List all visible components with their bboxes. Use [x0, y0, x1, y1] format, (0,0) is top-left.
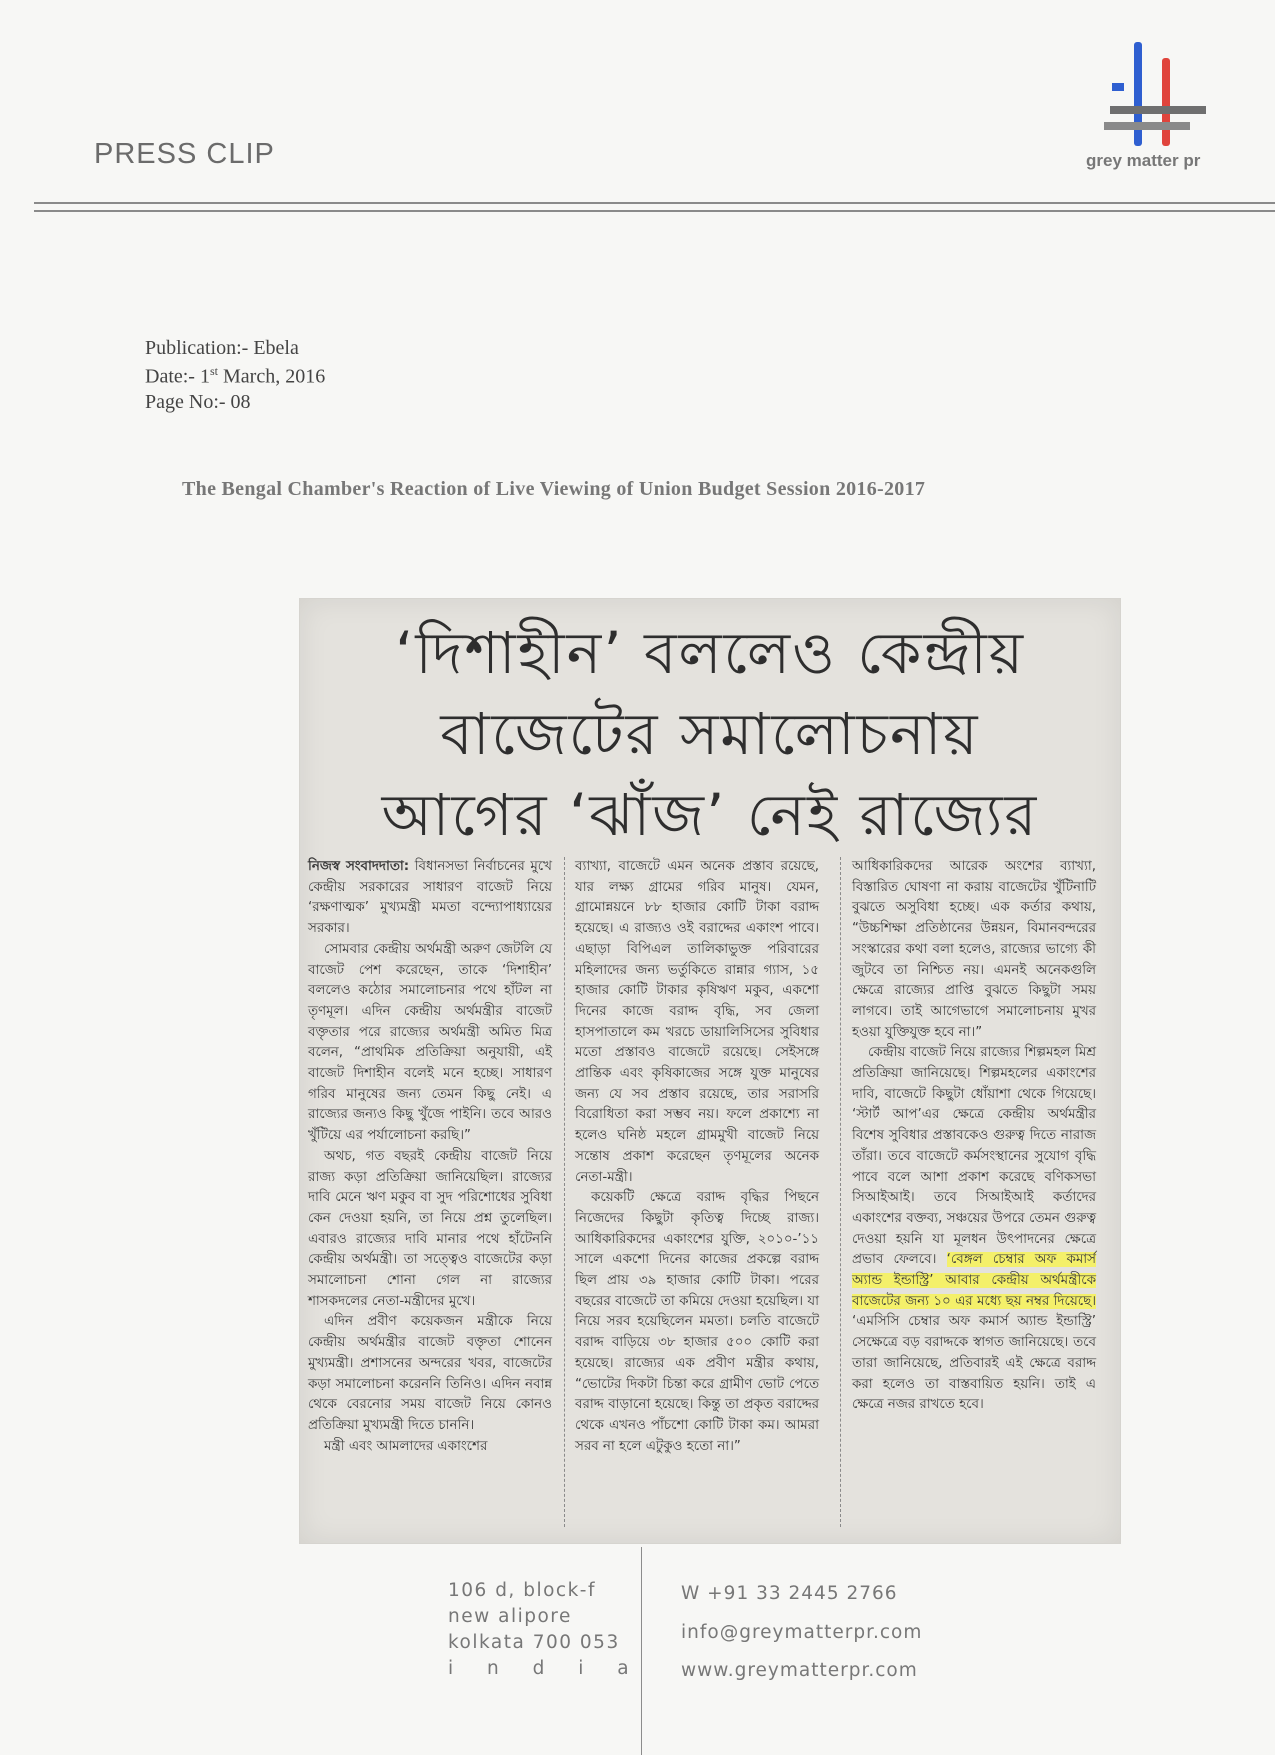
paragraph: কেন্দ্রীয় বাজেট নিয়ে রাজ্যের শিল্পমহল মিশ্র প্রতিক্রিয়া জানিয়েছে। শিল্পমহলের একাংশের দাবি, বাজেটে কিছুটা ধোঁয়াশা থেকে গিয়েছে। ‘স্টার্ট আপ’এর ক্ষেত্রে কেন্দ্রীয় অর্থমন্ত্রীর বিশেষ সুবিধার প্রস্তাবকেও গুরুত্ব দিতে নারাজ তাঁরা। তবে বাজেটে কর্মসংস্থানের সুযোগ বৃদ্ধি পাবে বলে আশা প্রকাশ করেছে বণিকসভা সিআইআই। তবে সিআইআই কর্তাদের একাংশের বক্তব্য, সঞ্চয়ের উপরে তেমন গুরুত্ব দেওয়া হয়নি যা মূলধন উৎপাদনের ক্ষেত্রে প্রভাব ফেলবে। ‘বেঙ্গল চেম্বার অফ কমার্স অ্যান্ড ইন্ডাস্ট্রি’ আবার কেন্দ্রীয় অর্থমন্ত্রীকে বাজেটের জন্য ১০ এর মধ্যে ছয় নম্বর দিয়েছে। ‘এমসিসি চেম্বার অফ কমার্স অ্যান্ড ইন্ডাস্ট্রি’ সেক্ষেত্রে বড় বরাদ্দকে স্বাগত জানিয়েছে। তবে তারা জানিয়েছে, প্রতিবারই এই ক্ষেত্রে বরাদ্দ করা হলেও তা বাস্তবায়িত হয়নি। তাই এ ক্ষেত্রে নজর রাখতে হবে।: [852, 1045, 1096, 1413]
column-separator: [840, 857, 841, 1527]
headline-line-2: বাজেটের সমালোচনায়: [440, 700, 980, 768]
clip-title: The Bengal Chamber's Reaction of Live Viewing of Union Budget Session 2016-2017: [182, 478, 926, 500]
byline: নিজস্ব সংবাদদাতা:: [308, 859, 410, 874]
header-divider-bottom: [34, 210, 1275, 212]
email-link[interactable]: info@greymatterpr.com: [681, 1622, 923, 1643]
headline-line-1: ‘দিশাহীন’ বললেও কেন্দ্রীয়: [394, 619, 1026, 687]
phone-number: W +91 33 2445 2766: [681, 1583, 898, 1604]
brand-name: grey matter pr: [1086, 151, 1201, 170]
paragraph: ব্যাখ্যা, বাজেটে এমন অনেক প্রস্তাব রয়েছে, যার লক্ষ্য গ্রামের গরিব মানুষ। যেমন, গ্রামোন্নয়নে ৮৮ হাজার কোটি টাকা বরাদ্দ হয়েছে। এ রাজ্যও ওই বরাদ্দের একাংশ পাবে। এছাড়া বিপিএল তালিকাভুক্ত পরিবারের মহিলাদের জন্য ভর্তুকিতে রান্নার গ্যাস, ১৫ হাজার কোটি টাকার কৃষিঋণ মকুব, একশো দিনের কাজে বরাদ্দ বৃদ্ধি, সব জেলা হাসপাতালে কম খরচে ডায়ালিসিসের সুবিধার মতো প্রস্তাবও বাজেটে রয়েছে। সেইসঙ্গে প্রান্তিক এবং কৃষিকাজের সঙ্গে যুক্ত মানুষের জন্য যে সব প্রস্তাব রয়েছে, তার সরাসরি বিরোধিতা করা সম্ভব নয়। ফলে প্রকাশ্যে না হলেও ঘনিষ্ঠ মহলে গ্রামমুখী বাজেট নিয়ে সন্তোষ প্রকাশ করেছেন তৃণমূলের অনেক নেতা-মন্ত্রী।: [575, 859, 819, 1185]
address-line: i n d i a: [448, 1658, 643, 1679]
address-line: new alipore: [448, 1606, 572, 1627]
paragraph: আধিকারিকদের আরেক অংশের ব্যাখ্যা, বিস্তারিত ঘোষণা না করায় বাজেটের খুঁটিনাটি বুঝতে অসুবিধা হচ্ছে। এক কর্তার কথায়, “উচ্চশিক্ষা প্রতিষ্ঠানের উন্নয়ন, বিমানবন্দরের সংস্কারের কথা বলা হলেও, রাজ্যের ভাগ্যে কী জুটবে তা নিশ্চিত নয়। এমনই অনেকগুলি ক্ষেত্রে রাজ্যের প্রাপ্তি বুঝতে কিছুটা সময় লাগবে। তাই আগেভাগে সমালোচনায় মুখর হওয়া যুক্তিযুক্ত হবে না।”: [852, 859, 1096, 1040]
footer-divider: [641, 1547, 642, 1755]
headline-line-3: আগের ‘ঝাঁজ’ নেই রাজ্যের: [381, 781, 1039, 849]
highlighted-quote: ‘বেঙ্গল চেম্বার অফ কমার্স অ্যান্ড ইন্ডাস্ট্রি’ আবার কেন্দ্রীয় অর্থমন্ত্রীকে বাজেটের জন্য ১০ এর মধ্যে ছয় নম্বর দিয়েছে।: [852, 1252, 1096, 1309]
date-line: Date:- 1st March, 2016: [145, 364, 326, 388]
paragraph: সোমবার কেন্দ্রীয় অর্থমন্ত্রী অরুণ জেটলি যে বাজেট পেশ করেছেন, তাকে ‘দিশাহীন’ বললেও কঠোর সমালোচনার পথে হাঁটল না তৃণমূল। এদিন কেন্দ্রীয় অর্থমন্ত্রীর বাজেট বক্তৃতার পরে রাজ্যের অর্থমন্ত্রী অমিত মিত্র বলেন, “প্রাথমিক প্রতিক্রিয়া অনুযায়ী, এই বাজেট দিশাহীন বলেই মনে হচ্ছে। সাধারণ গরিব মানুষের জন্য তেমন কিছু নেই। এ রাজ্যের জন্যও কিছু খুঁজে পাইনি। তবে আরও খুঁটিয়ে এর পর্যালোচনা করছি।”: [308, 941, 552, 1144]
paragraph: মন্ত্রী এবং আমলাদের একাংশের: [324, 1438, 488, 1454]
article-column-2: [575, 857, 819, 1457]
website-link[interactable]: www.greymatterpr.com: [681, 1660, 918, 1681]
grey-matter-logo-icon: [1090, 38, 1210, 148]
page-number-line: Page No:- 08: [145, 391, 251, 413]
article-column-1: [308, 857, 552, 1457]
address-line: 106 d, block-f: [448, 1580, 596, 1601]
article-column-3: [852, 857, 1096, 1416]
column-separator: [564, 857, 565, 1527]
address-line: kolkata 700 053: [448, 1632, 620, 1653]
paragraph: এদিন প্রবীণ কয়েকজন মন্ত্রীকে নিয়ে কেন্দ্রীয় অর্থমন্ত্রীর বাজেট বক্তৃতা শোনেন মুখ্যমন্ত্রী। প্রশাসনের অন্দরের খবর, বাজেটের কড়া সমালোচনা করেননি তিনিও। এদিন নবান্ন থেকে বেরনোর সময় বাজেট নিয়ে কোনও প্রতিক্রিয়া মুখ্যমন্ত্রী দিতে চাননি।: [308, 1314, 552, 1433]
newspaper-clipping: [299, 598, 1121, 1544]
press-clip-title: PRESS CLIP: [94, 138, 275, 170]
paragraph: কয়েকটি ক্ষেত্রে বরাদ্দ বৃদ্ধির পিছনে নিজেদের কিছুটা কৃতিত্ব দিচ্ছে রাজ্য। আধিকারিকদের একাংশের যুক্তি, ২০১০-’১১ সালে একশো দিনের কাজের প্রকল্পে বরাদ্দ ছিল প্রায় ৩৯ হাজার কোটি টাকা। পরের বছরের বাজেটে তা কমিয়ে দেওয়া হয়েছিল। যা নিয়ে সরব হয়েছিলেন মমতা। চলতি বাজেটে বরাদ্দ বাড়িয়ে ৩৮ হাজার ৫০০ কোটি করা হয়েছে। রাজ্যের এক প্রবীণ মন্ত্রীর কথায়, “ভোটের দিকটা চিন্তা করে গ্রামীণ ভোট পেতে বরাদ্দ বাড়ানো হয়েছে। কিন্তু তা প্রকৃত বরাদ্দের থেকে এখনও পাঁচশো কোটি টাকা কম। আমরা সরব না হলে এটুকুও হতো না।”: [575, 1190, 819, 1454]
paragraph: অথচ, গত বছরই কেন্দ্রীয় বাজেট নিয়ে রাজ্য কড়া প্রতিক্রিয়া জানিয়েছিল। রাজ্যের দাবি মেনে ঋণ মকুব বা সুদ পরিশোধের সুবিধা কেন দেওয়া হয়নি, তা নিয়ে প্রশ্ন তুলেছিল। এবারও রাজ্যের দাবি মানার পথে হাঁটেননি কেন্দ্রীয় অর্থমন্ত্রী। তা সত্ত্বেও বাজেটের কড়া সমালোচনা শোনা গেল না রাজ্যের শাসকদলের নেতা-মন্ত্রীদের মুখে।: [308, 1148, 552, 1309]
paragraph: নিজস্ব সংবাদদাতা: বিধানসভা নির্বাচনের মুখে কেন্দ্রীয় সরকারের সাধারণ বাজেট নিয়ে ‘রক্ষণাত্মক’ মুখ্যমন্ত্রী মমতা বন্দ্যোপাধ্যায়ের সরকার।: [308, 859, 552, 937]
publication-line: Publication:- Ebela: [145, 337, 299, 359]
header-divider-top: [34, 202, 1275, 204]
